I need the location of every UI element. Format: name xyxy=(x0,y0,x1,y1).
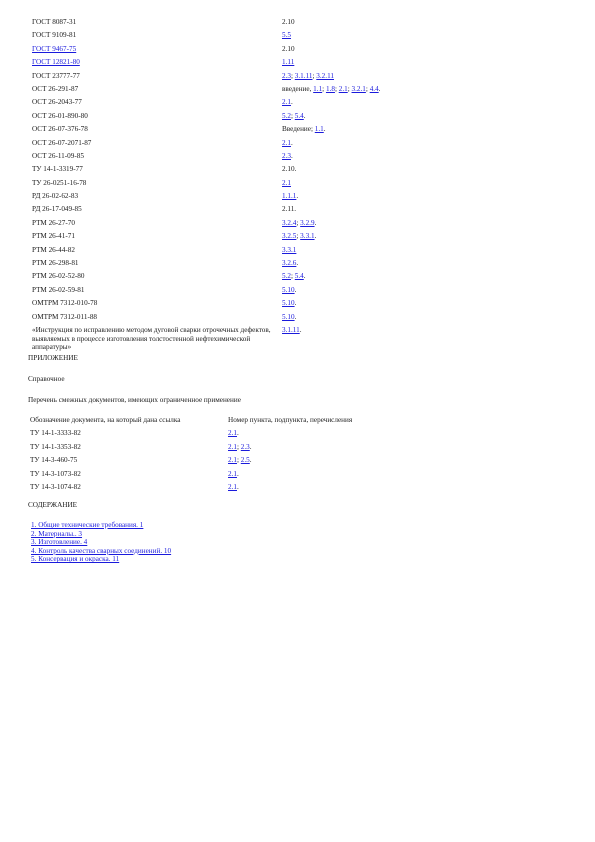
document-cell xyxy=(32,246,282,259)
clause-text: . xyxy=(303,111,306,120)
clause-link[interactable]: 1.8 xyxy=(325,84,335,93)
document-cell xyxy=(32,272,282,285)
document-name: РД 26-17-049-85 xyxy=(32,205,82,214)
clause-text: . xyxy=(303,272,306,281)
column-header-document: Обозначение документа, на который дана ссылка xyxy=(30,416,181,424)
table-row xyxy=(32,58,452,71)
clause-cell xyxy=(282,232,452,245)
related-documents-table xyxy=(30,416,352,496)
clause-text: . xyxy=(249,456,252,465)
table-row xyxy=(32,326,452,356)
clause-text: ; xyxy=(290,272,295,281)
clause-link[interactable]: 5.2 xyxy=(282,272,291,281)
table-row xyxy=(32,31,452,44)
clause-link[interactable]: 1.1 xyxy=(313,84,323,93)
document-cell xyxy=(32,232,282,245)
clause-cell xyxy=(282,205,452,218)
clause-cell xyxy=(282,192,452,205)
clause-text: ; xyxy=(322,84,326,93)
clause-link[interactable]: 3.2.5 xyxy=(282,232,297,241)
clause-cell xyxy=(282,246,452,259)
table-row xyxy=(32,246,452,259)
document-cell xyxy=(32,313,282,326)
document-cell xyxy=(32,259,282,272)
toc-item xyxy=(31,521,171,530)
clause-text: . xyxy=(290,138,293,147)
document-name: «Инструкция по исправлению методом дуговой сварки отрочечных дефектов, выявляемых в процессе изготовления толстостенной нефтехимической аппаратуры» xyxy=(32,325,271,352)
table-row xyxy=(30,456,352,469)
clause-text: ; xyxy=(296,218,301,227)
table-row xyxy=(32,179,452,192)
references-table xyxy=(32,18,452,356)
clause-link[interactable]: 5.2 xyxy=(282,111,291,120)
table-row xyxy=(32,85,452,98)
table-row xyxy=(32,286,452,299)
clause-cell xyxy=(282,45,452,58)
clause-text: . xyxy=(299,325,302,334)
document-cell xyxy=(32,179,282,192)
clause-text: . xyxy=(294,312,297,321)
appendix-description: Перечень смежных документов, имеющих ограниченное применение xyxy=(28,396,241,404)
clause-link[interactable]: 3.2.4 xyxy=(282,218,297,227)
document-name: ОМТРМ 7312-011-88 xyxy=(32,312,98,321)
clause-link[interactable]: 2.1 xyxy=(228,482,237,491)
clause-cell xyxy=(282,18,452,31)
clause-cell xyxy=(282,31,452,44)
document-cell xyxy=(32,31,282,44)
clause-cell xyxy=(282,58,452,71)
document-cell xyxy=(32,72,282,85)
clause-link[interactable]: 3.2.11 xyxy=(316,71,334,80)
clause-text: 2.10 xyxy=(282,44,295,53)
clause-link[interactable]: 2.1 xyxy=(228,442,237,451)
clause-link[interactable]: 4.4 xyxy=(369,84,379,93)
clause-link[interactable]: 5.10 xyxy=(282,285,295,294)
document-cell xyxy=(32,152,282,165)
document-name: ОСТ 26-2043-77 xyxy=(32,98,82,107)
table-row xyxy=(32,152,452,165)
clause-text: . xyxy=(236,469,239,478)
document-cell xyxy=(32,139,282,152)
clause-cell xyxy=(228,456,352,469)
clause-link[interactable]: 2.1 xyxy=(228,469,237,478)
clause-cell xyxy=(282,165,452,178)
clause-link[interactable]: 2.1 xyxy=(282,98,291,107)
clause-text: . xyxy=(296,192,299,201)
document-cell xyxy=(32,112,282,125)
clause-link[interactable]: 1.11 xyxy=(282,58,295,67)
contents-title: СОДЕРЖАНИЕ xyxy=(28,501,78,509)
toc-item xyxy=(31,555,171,564)
clause-link[interactable]: 2.1 xyxy=(228,456,237,465)
clause-cell xyxy=(282,139,452,152)
clause-link[interactable]: 2.3 xyxy=(282,71,291,80)
document-name: ГОСТ 8087-31 xyxy=(32,18,77,26)
toc-item xyxy=(31,538,171,547)
document-cell xyxy=(32,219,282,232)
clause-cell xyxy=(282,72,452,85)
document-cell xyxy=(32,58,282,71)
clause-link[interactable]: 1.1 xyxy=(314,125,324,134)
document-cell xyxy=(32,98,282,111)
document-cell xyxy=(32,299,282,312)
table-row xyxy=(32,139,452,152)
clause-text: . xyxy=(249,442,252,451)
document-name: РТМ 26-27-70 xyxy=(32,218,75,227)
clause-text: ; xyxy=(236,442,241,451)
clause-link[interactable]: 2.1 xyxy=(228,429,237,438)
clause-link[interactable]: 3.1.11 xyxy=(294,71,313,80)
table-row xyxy=(32,219,452,232)
clause-text: . xyxy=(290,98,293,107)
clause-link[interactable]: 5.5 xyxy=(282,31,291,40)
clause-text: ; xyxy=(312,71,317,80)
clause-link[interactable]: 5.4 xyxy=(294,272,304,281)
toc-link[interactable]: 2. Материалы.. 3 xyxy=(31,529,83,538)
clause-cell xyxy=(228,483,352,496)
clause-link[interactable]: 2.5 xyxy=(240,456,250,465)
clause-link[interactable]: 2.1 xyxy=(282,178,291,187)
clause-text: 2.10. xyxy=(282,165,297,174)
document-name: РТМ 26-44-82 xyxy=(32,245,75,254)
clause-text: . xyxy=(236,429,239,438)
document-name: РД 26-02-62-83 xyxy=(32,192,79,201)
document-name: ТУ 14-1-3353-82 xyxy=(30,442,81,451)
clause-cell xyxy=(282,299,452,312)
clause-link[interactable]: 3.1.11 xyxy=(282,325,300,334)
table-row xyxy=(32,192,452,205)
table-row xyxy=(30,429,352,442)
clause-text: 2.11. xyxy=(282,205,297,214)
clause-link[interactable]: 2.3 xyxy=(240,442,250,451)
clause-link[interactable]: 3.2.6 xyxy=(282,259,297,268)
document-link[interactable]: ГОСТ 12821-80 xyxy=(32,58,80,67)
clause-cell xyxy=(282,85,452,98)
table-of-contents xyxy=(31,521,171,564)
document-name: РТМ 26-298-81 xyxy=(32,259,79,268)
document-name: ТУ 14-1-3333-82 xyxy=(30,429,81,438)
clause-text: 2.10 xyxy=(282,18,295,26)
toc-link[interactable]: 4. Контроль качества сварных соединений. 10 xyxy=(31,546,172,555)
document-cell xyxy=(32,45,282,58)
references-body xyxy=(32,18,452,356)
document-name: ОСТ 26-07-376-78 xyxy=(32,125,88,134)
clause-text: ; xyxy=(290,111,295,120)
clause-text: . xyxy=(314,218,317,227)
clause-link[interactable]: 2.1 xyxy=(282,138,291,147)
document-name: ОСТ 26-07-2071-87 xyxy=(32,138,92,147)
clause-text: введение, xyxy=(282,84,314,93)
clause-cell xyxy=(228,443,352,456)
document-name: ТУ 14-3-1074-82 xyxy=(30,482,81,491)
document-name: ОСТ 26-291-87 xyxy=(32,84,79,93)
clause-cell xyxy=(228,470,352,483)
table-row xyxy=(32,165,452,178)
clause-cell xyxy=(282,313,452,326)
clause-text: ; xyxy=(296,232,301,241)
table-row xyxy=(30,483,352,496)
clause-link[interactable]: 3.2.1 xyxy=(351,84,366,93)
clause-text: . xyxy=(236,482,239,491)
table-row xyxy=(32,313,452,326)
clause-link[interactable]: 3.3.1 xyxy=(300,232,315,241)
clause-cell xyxy=(282,179,452,192)
clause-text: ; xyxy=(290,71,295,80)
table-row xyxy=(32,125,452,138)
toc-link[interactable]: 5. Консервация и окраска. 11 xyxy=(31,555,120,564)
document-link[interactable]: ГОСТ 9467-75 xyxy=(32,44,77,53)
table-row xyxy=(32,112,452,125)
clause-text: . xyxy=(378,84,381,93)
clause-link[interactable]: 2.1 xyxy=(338,84,348,93)
document-name: ТУ 26-0251-16-78 xyxy=(32,178,87,187)
document-cell xyxy=(32,192,282,205)
clause-text: Введение; xyxy=(282,125,315,134)
document-name: РТМ 26-02-59-81 xyxy=(32,285,85,294)
clause-cell xyxy=(282,219,452,232)
document-name: ОМТРМ 7312-010-78 xyxy=(32,299,98,308)
clause-cell xyxy=(282,259,452,272)
clause-link[interactable]: 5.10 xyxy=(282,312,295,321)
toc-link[interactable]: 3. Изготовление. 4 xyxy=(31,538,88,547)
document-name: ТУ 14-3-1073-82 xyxy=(30,469,81,478)
document-name: ТУ 14-1-3319-77 xyxy=(32,165,83,174)
clause-text: ; xyxy=(334,84,339,93)
appendix-title: ПРИЛОЖЕНИЕ xyxy=(28,354,78,362)
clause-text: . xyxy=(294,285,297,294)
table-row xyxy=(32,98,452,111)
document-name: РТМ 26-02-52-80 xyxy=(32,272,85,281)
document-cell xyxy=(32,286,282,299)
document-cell xyxy=(32,205,282,218)
clause-cell xyxy=(282,326,452,356)
column-header-points: Номер пункта, подпункта, перечисления xyxy=(228,416,353,424)
clause-link[interactable]: 3.3.1 xyxy=(282,245,297,254)
clause-text: ; xyxy=(236,456,241,465)
table-row xyxy=(30,443,352,456)
clause-cell xyxy=(228,429,352,442)
document-name: ГОСТ 9109-81 xyxy=(32,31,77,40)
document-cell xyxy=(32,165,282,178)
table-row xyxy=(32,45,452,58)
table-row xyxy=(32,259,452,272)
clause-cell xyxy=(282,112,452,125)
related-documents-body xyxy=(30,429,352,496)
toc-link[interactable]: 1. Общие технические требования. 1 xyxy=(31,521,144,529)
table-row xyxy=(32,299,452,312)
table-row xyxy=(30,470,352,483)
document-name: РТМ 26-41-71 xyxy=(32,232,75,241)
clause-link[interactable]: 3.2.9 xyxy=(300,218,315,227)
document-name: ТУ 14-3-460-75 xyxy=(30,456,78,465)
table-row xyxy=(32,205,452,218)
document-cell xyxy=(32,18,282,31)
table-header-row xyxy=(30,416,352,429)
clause-text: . xyxy=(294,299,297,308)
clause-text: ; xyxy=(365,84,370,93)
clause-cell xyxy=(282,152,452,165)
clause-cell xyxy=(282,98,452,111)
document-cell xyxy=(32,125,282,138)
document-name: ОСТ 26-01-890-80 xyxy=(32,111,88,120)
clause-text: ; xyxy=(347,84,352,93)
document-cell xyxy=(32,85,282,98)
document-name: ГОСТ 23777-77 xyxy=(32,71,80,80)
document-cell xyxy=(32,326,282,356)
clause-link[interactable]: 5.10 xyxy=(282,299,295,308)
clause-link[interactable]: 1.1.1 xyxy=(282,192,297,201)
table-row xyxy=(32,72,452,85)
clause-text: . xyxy=(314,232,317,241)
clause-link[interactable]: 5.4 xyxy=(294,111,304,120)
document-name: ОСТ 26-11-09-85 xyxy=(32,151,84,160)
toc-item xyxy=(31,530,171,539)
toc-item xyxy=(31,547,171,556)
table-row xyxy=(32,272,452,285)
appendix-subtitle: Справочное xyxy=(28,375,65,383)
clause-text: . xyxy=(290,151,293,160)
clause-cell xyxy=(282,286,452,299)
table-row xyxy=(32,18,452,31)
table-row xyxy=(32,232,452,245)
clause-link[interactable]: 2.3 xyxy=(282,151,291,160)
clause-cell xyxy=(282,125,452,138)
clause-text: . xyxy=(323,125,326,134)
clause-text: . xyxy=(296,259,299,268)
clause-cell xyxy=(282,272,452,285)
